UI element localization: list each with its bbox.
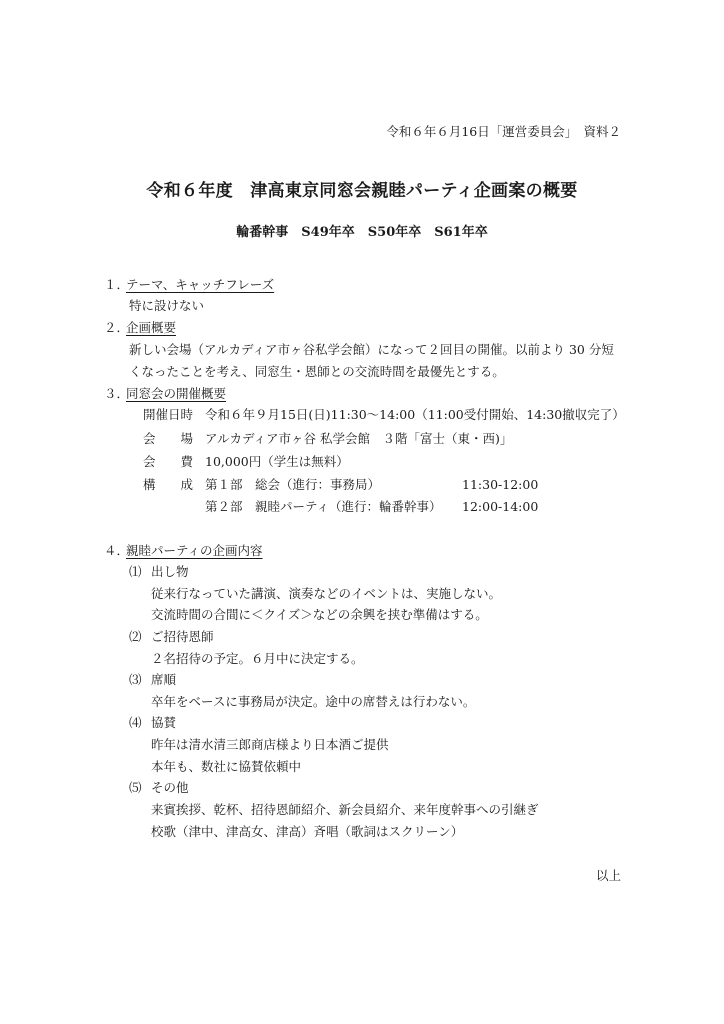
section-3-heading xyxy=(104,384,226,404)
item-marker: ⑴ xyxy=(129,564,142,579)
item-marker: ⑸ xyxy=(129,780,142,795)
overview-row-composition-2 xyxy=(205,497,538,517)
plan-item-line: 本年も、数社に協賛依頼中 xyxy=(151,759,302,774)
item-title: その他 xyxy=(151,780,189,795)
section-number: ３． xyxy=(104,386,130,401)
plan-item-line: 来賓挨拶、乾杯、招待恩師紹介、新会員紹介、来年度幹事への引継ぎ xyxy=(151,802,539,817)
plan-item-title xyxy=(129,627,214,647)
section-2-heading xyxy=(104,318,176,338)
plan-item-title xyxy=(129,713,176,733)
program-part: 第２部 親睦パーティ（進行：輪番幹事） xyxy=(205,499,442,514)
section-4-heading xyxy=(104,541,263,561)
overview-row-composition xyxy=(143,475,538,495)
section-1-heading xyxy=(104,275,274,295)
section-title: 同窓会の開催概要 xyxy=(126,386,227,401)
item-title: 出し物 xyxy=(151,564,189,579)
item-marker: ⑷ xyxy=(129,715,142,730)
plan-item-line: 校歌（津中、津高女、津高）斉唱（歌詞はスクリーン） xyxy=(151,824,464,839)
overview-row-venue xyxy=(143,429,512,449)
section-2-line: くなったことを考え、同窓生・恩師との交流時間を最優先とする。 xyxy=(129,364,505,379)
document-reference: 令和６年６月16日「運営委員会」 資料２ xyxy=(386,124,621,139)
plan-item-title xyxy=(129,670,176,690)
section-number: ２． xyxy=(104,320,130,335)
item-title: 協賛 xyxy=(151,715,177,730)
row-label: 会 費 xyxy=(143,454,194,469)
row-value: 令和６年９月15日(日)11:30～14:00（11:00受付開始、14:30撤収完了） xyxy=(205,407,625,422)
section-title: 企画概要 xyxy=(126,320,177,335)
section-1-body: 特に設けない xyxy=(129,298,205,313)
section-number: １． xyxy=(104,277,130,292)
program-time: 11:30-12:00 xyxy=(462,477,539,492)
plan-item-line: 従来行なっていた講演、演奏などのイベントは、実施しない。 xyxy=(151,586,502,601)
row-label: 構 成 xyxy=(143,477,194,492)
row-label: 会 場 xyxy=(143,431,194,446)
item-title: 席順 xyxy=(151,672,177,687)
item-marker: ⑶ xyxy=(129,672,142,687)
plan-item-line: 昨年は清水清三郎商店様より日本酒ご提供 xyxy=(151,737,389,752)
item-title: ご招待恩師 xyxy=(151,629,214,644)
closing-mark: 以上 xyxy=(595,868,621,883)
section-title: テーマ、キャッチフレーズ xyxy=(126,277,275,292)
plan-item-title xyxy=(129,562,189,582)
section-title: 親睦パーティの企画内容 xyxy=(126,543,263,558)
program-time: 12:00-14:00 xyxy=(462,499,539,514)
row-label: 開催日時 xyxy=(143,407,194,422)
plan-item-line: 卒年をベースに事務局が決定。途中の席替えは行わない。 xyxy=(151,694,476,709)
overview-row-fee xyxy=(143,452,349,472)
page-title: 令和６年度 津高東京同窓会親睦パーティ企画案の概要 xyxy=(146,181,578,201)
section-number: ４． xyxy=(104,543,130,558)
plan-item-line: ２名招待の予定。６月中に決定する。 xyxy=(151,651,364,666)
item-marker: ⑵ xyxy=(129,629,142,644)
overview-row-datetime xyxy=(143,405,625,425)
plan-item-title xyxy=(129,778,189,798)
plan-item-line: 交流時間の合間に＜クイズ＞などの余興を挟む準備はする。 xyxy=(151,607,488,622)
section-2-line: 新しい会場（アルカディア市ヶ谷私学会館）になって２回目の開催。以前より 30 分短 xyxy=(129,342,614,357)
program-part: 第１部 総会（進行：事務局） xyxy=(205,477,381,492)
organizers-line: 輪番幹事 S49年卒 S50年卒 S61年卒 xyxy=(236,225,488,240)
row-value: 10,000円（学生は無料） xyxy=(205,454,349,469)
row-value: アルカディア市ヶ谷 私学会館 ３階「富士（東・西)」 xyxy=(205,431,513,446)
